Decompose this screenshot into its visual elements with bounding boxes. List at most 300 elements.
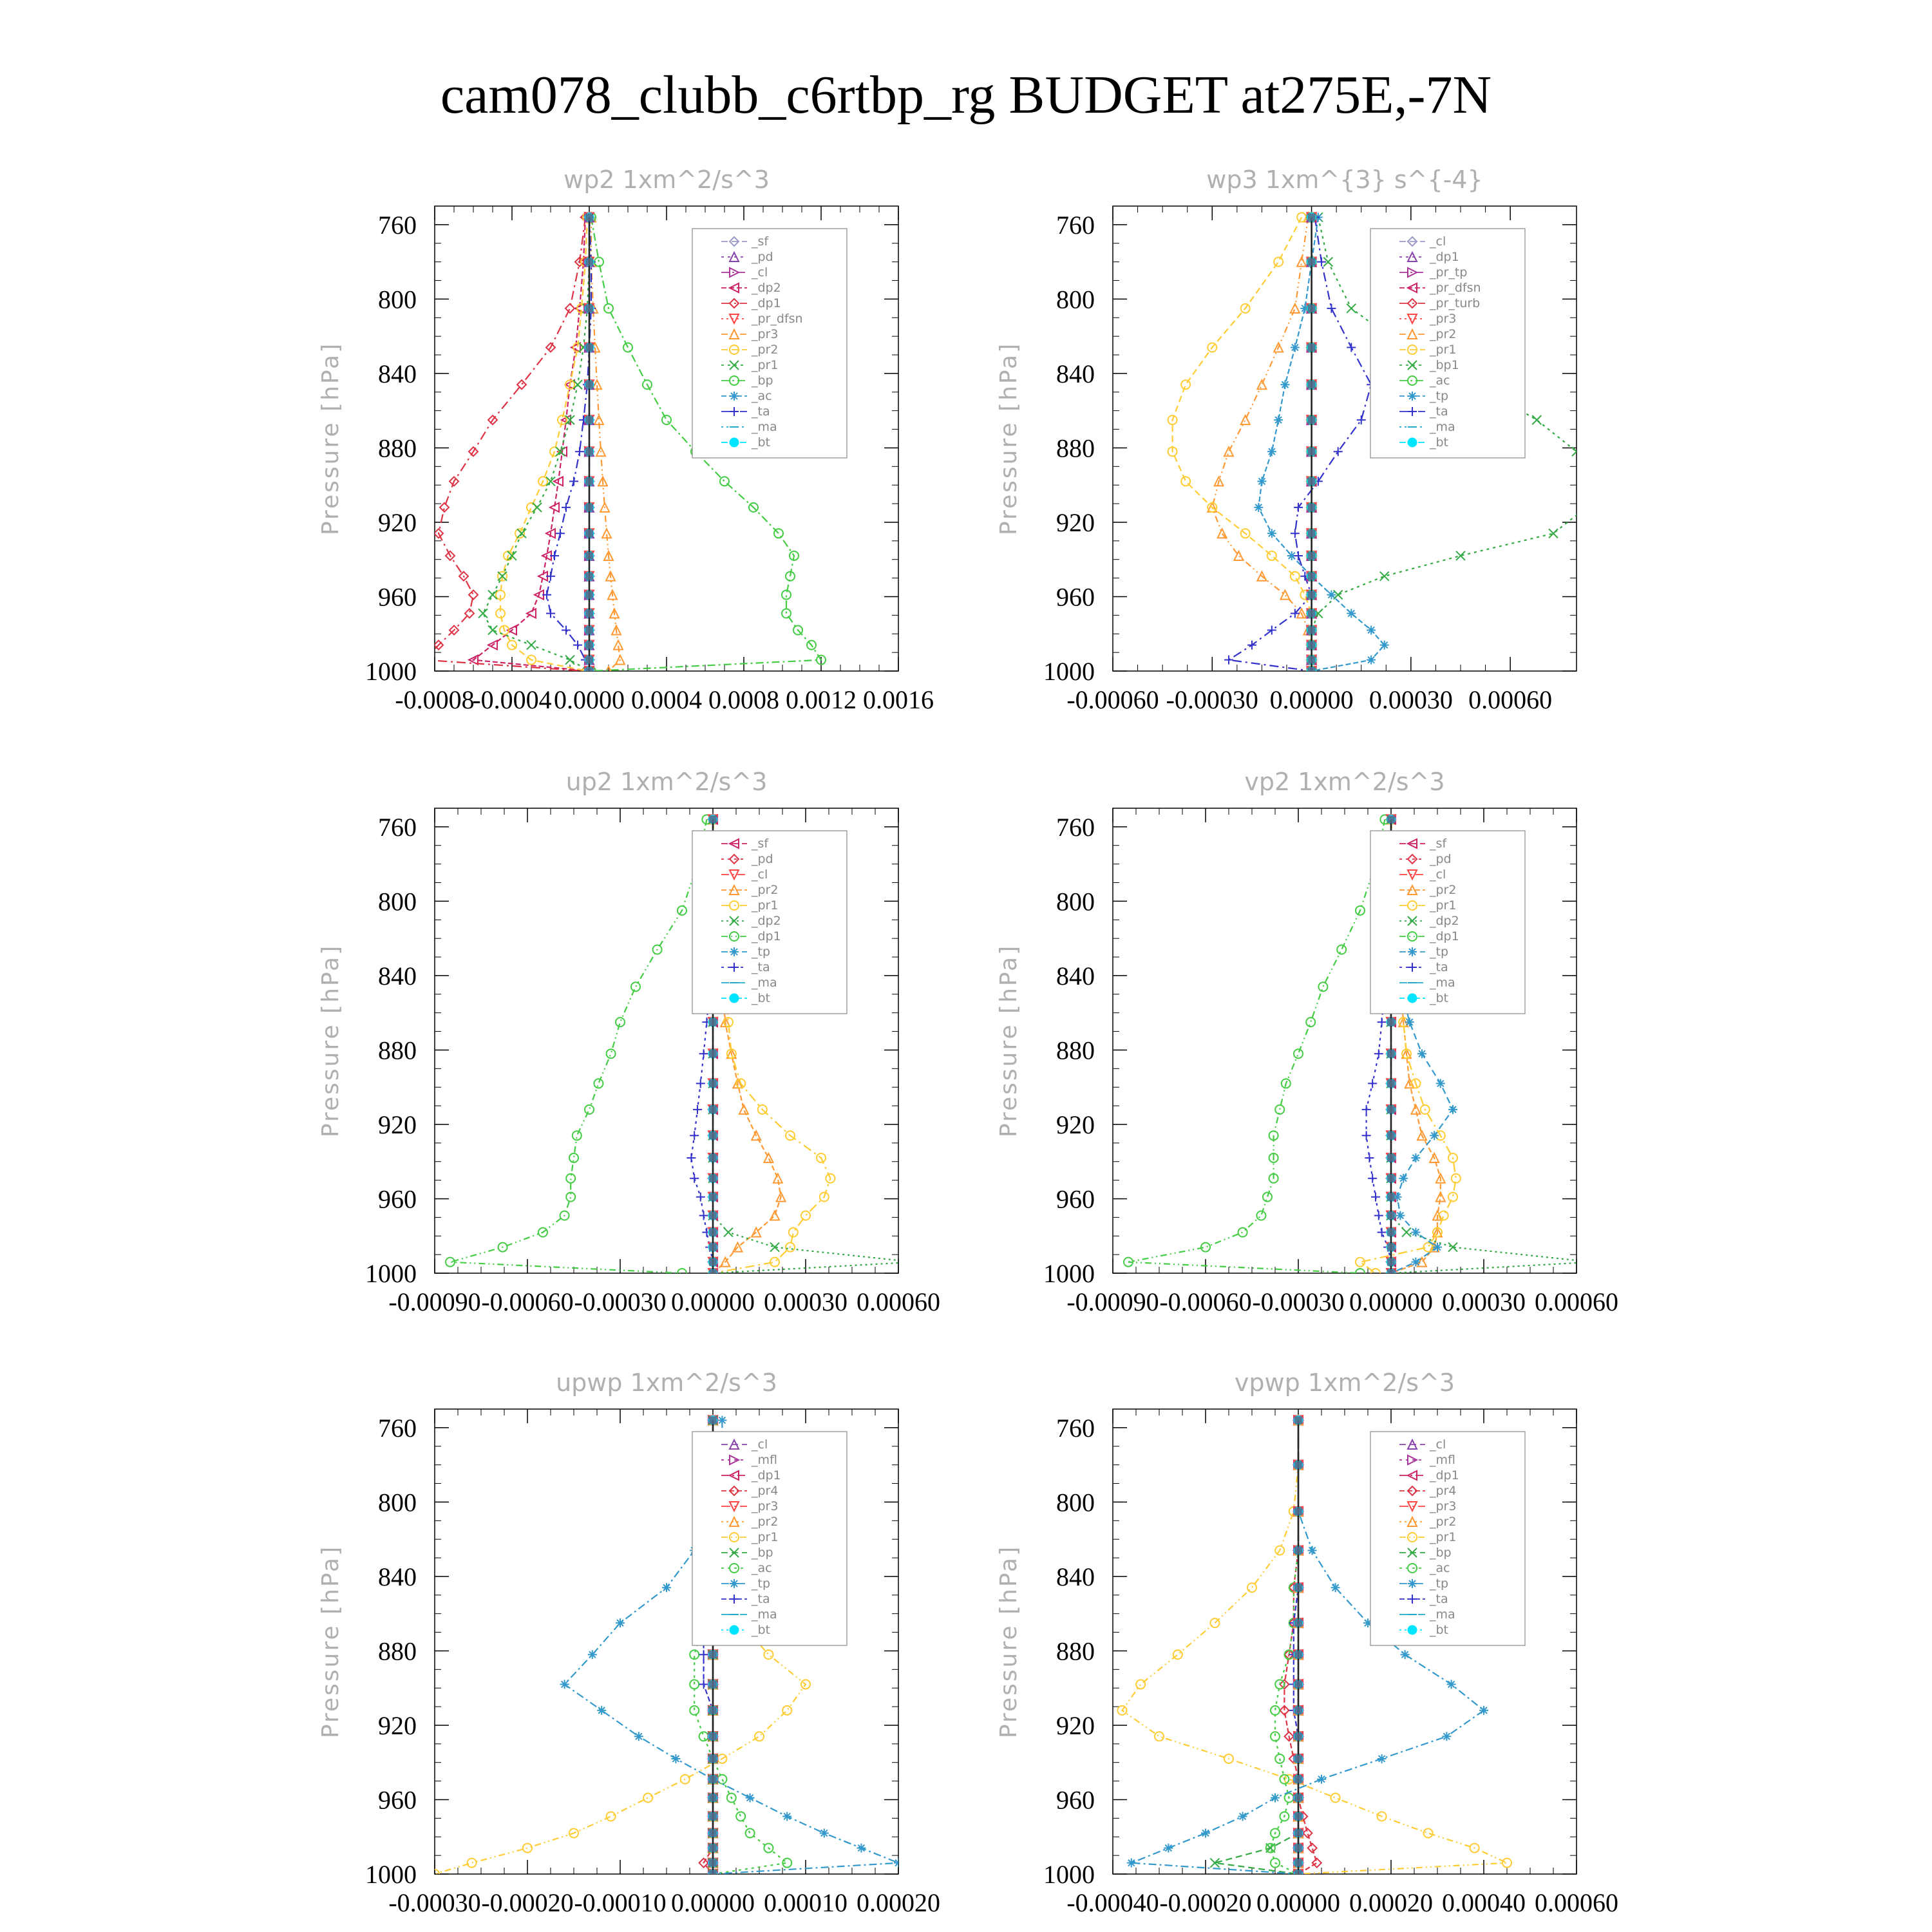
legend-entry: _pr1 — [752, 1530, 779, 1544]
data-point-tp — [1378, 1754, 1387, 1763]
stacked-zero-marker — [1294, 1546, 1302, 1554]
legend-entry: _pr2 — [1430, 327, 1457, 341]
data-point-tp — [1411, 1258, 1420, 1267]
legend-entry: _ma — [752, 1607, 777, 1622]
series-line-pr2 — [1212, 217, 1311, 671]
x-tick-label: 0.00030 — [1442, 1287, 1526, 1316]
data-point-ta — [1291, 529, 1300, 538]
data-point-ac — [690, 1680, 699, 1689]
data-point-ac — [1271, 1732, 1280, 1741]
stacked-zero-marker — [585, 573, 593, 580]
y-tick-label: 920 — [1056, 1710, 1095, 1740]
data-point-ac — [736, 1812, 745, 1821]
data-point-ta — [556, 529, 565, 538]
data-point-ta — [1368, 1079, 1377, 1088]
data-point-tp — [1411, 1153, 1420, 1162]
series-line-dp1 — [1128, 819, 1385, 1273]
x-tick-label: -0.00020 — [1159, 1888, 1252, 1917]
data-point-pr1 — [1291, 572, 1300, 581]
y-tick-label: 960 — [378, 1184, 417, 1214]
data-point-pr1 — [801, 1211, 810, 1220]
data-point-ta — [699, 1650, 708, 1659]
stacked-zero-marker — [1294, 1755, 1302, 1763]
legend-marker — [730, 947, 739, 956]
data-point-dp1 — [573, 1131, 582, 1140]
stacked-zero-marker — [1294, 1829, 1302, 1837]
legend-entry: _dp2 — [752, 281, 781, 295]
stacked-zero-marker — [709, 1269, 717, 1277]
stacked-zero-marker — [709, 1829, 717, 1837]
legend-entry: _pr2 — [752, 1515, 779, 1529]
legend-marker — [1408, 994, 1417, 1003]
stacked-zero-marker — [585, 591, 593, 599]
stacked-zero-marker — [585, 448, 593, 455]
legend-marker — [1408, 438, 1417, 447]
legend-entry: _ta — [1430, 960, 1448, 974]
data-point-tp — [1380, 641, 1389, 650]
data-point-ta — [1347, 343, 1356, 352]
stacked-zero-marker — [1294, 1680, 1302, 1688]
stacked-zero-marker — [585, 213, 593, 221]
legend-entry: _pd — [1430, 852, 1452, 866]
data-point-dp1 — [585, 1105, 594, 1114]
y-tick-label: 760 — [1056, 210, 1095, 240]
y-tick-label: 960 — [1056, 1785, 1095, 1815]
data-point-tp — [1327, 591, 1336, 600]
stacked-zero-marker — [709, 1154, 717, 1162]
data-point-bp — [774, 529, 783, 538]
stacked-zero-marker — [1387, 1079, 1395, 1087]
legend-entry: _cl — [1430, 1437, 1446, 1452]
data-point-bp1 — [1456, 551, 1465, 560]
data-point-ta — [1224, 656, 1233, 665]
legend-entry: _pr3 — [1430, 312, 1457, 326]
stacked-zero-marker — [1387, 1154, 1395, 1162]
series-line-tp — [1258, 217, 1384, 671]
data-point-tp — [662, 1583, 671, 1592]
data-point-tp — [671, 1754, 680, 1763]
y-tick-label: 840 — [378, 359, 417, 388]
stacked-zero-marker — [1294, 1812, 1302, 1820]
data-point-bp1 — [1347, 304, 1356, 313]
stacked-zero-marker — [1294, 1794, 1302, 1802]
data-point-pr1 — [1181, 380, 1190, 389]
y-tick-label: 880 — [1056, 433, 1095, 463]
legend-entry: _dp1 — [752, 929, 781, 943]
legend-entry: _ac — [752, 389, 772, 403]
data-point-pr1 — [1452, 1174, 1461, 1183]
y-tick-label: 1000 — [365, 1259, 417, 1288]
data-point-tp — [1317, 1775, 1326, 1784]
data-point-pr2 — [739, 1105, 748, 1114]
y-tick-label: 880 — [378, 1636, 417, 1666]
x-tick-label: 0.00060 — [1535, 1287, 1618, 1316]
data-point-tp — [820, 1828, 829, 1837]
y-tick-label: 760 — [1056, 812, 1095, 842]
legend-entry: _cl — [1430, 867, 1446, 882]
x-tick-label: 0.0008 — [708, 685, 779, 714]
panel-4 — [996, 768, 1618, 1316]
data-point-pr2 — [515, 529, 524, 538]
stacked-zero-marker — [1308, 381, 1316, 388]
data-point-pr1 — [523, 1844, 532, 1853]
legend-entry: _pr_dfsn — [1430, 281, 1481, 295]
series-line-ta — [1229, 217, 1371, 671]
data-point-dp1 — [1306, 1018, 1315, 1027]
x-tick-label: -0.00090 — [1066, 1287, 1159, 1316]
y-tick-label: 1000 — [365, 1860, 417, 1889]
stacked-zero-marker — [1294, 1732, 1302, 1740]
legend-entry: _ma — [752, 420, 777, 434]
stacked-zero-marker — [709, 1794, 717, 1802]
y-tick-label: 840 — [378, 961, 417, 990]
y-tick-label: 800 — [378, 887, 417, 916]
stacked-zero-marker — [585, 656, 593, 664]
legend-entry: _pr4 — [752, 1484, 779, 1498]
x-tick-label: 0.00020 — [1349, 1888, 1433, 1917]
x-tick-label: 0.00000 — [671, 1287, 755, 1316]
data-point-pr1 — [607, 1812, 616, 1821]
series-line-dp2 — [473, 217, 589, 671]
x-tick-label: -0.00030 — [1166, 685, 1258, 714]
data-point-dp2 — [909, 1258, 918, 1267]
stacked-zero-marker — [1308, 573, 1316, 580]
data-point-tp — [1347, 609, 1356, 618]
legend-entry: _dp2 — [1430, 914, 1459, 928]
panel-grid — [317, 166, 1618, 1917]
x-tick-label: 0.0000 — [554, 685, 625, 714]
legend-entry: _pr_tp — [1430, 265, 1468, 279]
data-point-ta — [569, 477, 578, 486]
stacked-zero-marker — [1294, 1859, 1302, 1867]
stacked-zero-marker — [585, 504, 593, 511]
y-axis-label: Pressure [hPa] — [317, 1544, 344, 1739]
data-point-tp — [1274, 415, 1283, 424]
legend-entry: _pr1 — [1430, 1530, 1457, 1544]
legend-entry: _pd — [752, 250, 773, 264]
legend-entry: _bp — [752, 374, 773, 388]
stacked-zero-marker — [1294, 1844, 1302, 1852]
data-point-pr1 — [1136, 1680, 1145, 1689]
stacked-zero-marker — [709, 1812, 717, 1820]
legend-entry: _ta — [1430, 1592, 1448, 1606]
stacked-zero-marker — [1294, 1870, 1302, 1878]
data-point-ta — [1371, 1193, 1380, 1202]
panel-title: vpwp 1xm^2/s^3 — [1234, 1368, 1455, 1397]
data-point-pr1 — [1424, 1828, 1433, 1837]
data-point-pr1 — [1502, 1859, 1511, 1868]
stacked-zero-marker — [709, 1106, 717, 1113]
data-point-tp — [1448, 1105, 1457, 1114]
y-tick-label: 960 — [378, 582, 417, 612]
data-point-pr4 — [1312, 1859, 1321, 1868]
x-tick-label: -0.00020 — [481, 1888, 574, 1917]
data-point-pr2 — [764, 1153, 773, 1162]
stacked-zero-marker — [1387, 1228, 1395, 1236]
y-tick-label: 1000 — [365, 657, 417, 686]
legend-entry: _bt — [1430, 991, 1449, 1005]
legend-entry: _mfl — [752, 1453, 777, 1467]
legend-entry: _ta — [752, 1592, 770, 1606]
data-point-dp1 — [607, 1049, 616, 1058]
legend-entry: _tp — [1430, 945, 1449, 959]
data-point-ta — [562, 503, 571, 512]
x-tick-label: 0.00060 — [857, 1287, 940, 1316]
data-point-pr2 — [1291, 304, 1300, 313]
y-tick-label: 760 — [378, 1413, 417, 1443]
data-point-tp — [857, 1844, 866, 1853]
data-point-dp2 — [770, 1243, 779, 1252]
stacked-zero-marker — [709, 1755, 717, 1763]
x-tick-label: 0.00060 — [1468, 685, 1553, 714]
stacked-zero-marker — [1308, 591, 1316, 599]
legend-marker — [730, 392, 739, 401]
x-tick-label: 0.00040 — [1442, 1888, 1526, 1917]
stacked-zero-marker — [709, 1680, 717, 1688]
stacked-zero-marker — [585, 552, 593, 560]
data-point-pr1 — [1247, 1583, 1256, 1592]
x-tick-label: -0.00060 — [1066, 685, 1159, 714]
data-point-tp — [588, 1650, 597, 1659]
data-point-ac — [690, 1706, 699, 1715]
data-point-tp — [1267, 529, 1276, 538]
series-line-bp — [1215, 1420, 1298, 1874]
figure-title: cam078_clubb_c6rtbp_rg BUDGET at275E,-7N — [440, 65, 1492, 125]
data-point-ac — [1271, 1706, 1280, 1715]
data-point-tp — [1201, 1828, 1210, 1837]
legend-entry: _pr2 — [752, 883, 779, 897]
x-tick-label: -0.00090 — [388, 1287, 481, 1316]
y-tick-label: 800 — [378, 1488, 417, 1517]
stacked-zero-marker — [1294, 1461, 1302, 1469]
data-point-tp — [1436, 1079, 1445, 1088]
x-tick-label: -0.00030 — [574, 1287, 667, 1316]
x-tick-label: 0.00030 — [764, 1287, 848, 1316]
data-point-pr1 — [764, 1650, 773, 1659]
legend-entry: _bt — [752, 991, 771, 1005]
data-point-ta — [1374, 1049, 1383, 1058]
data-point-tp — [746, 1794, 755, 1803]
stacked-zero-marker — [585, 305, 593, 312]
data-point-tp — [1442, 1732, 1451, 1741]
data-point-tp — [1267, 447, 1276, 456]
data-point-ta — [699, 1680, 708, 1689]
stacked-zero-marker — [1294, 1651, 1302, 1658]
legend-entry: _ta — [752, 960, 770, 974]
x-tick-label: 0.00060 — [1535, 1888, 1618, 1917]
y-tick-label: 1000 — [1043, 657, 1095, 686]
legend-entry: _ac — [752, 1561, 772, 1575]
legend-entry: _pr_dfsn — [752, 312, 803, 326]
data-point-dp1 — [1263, 1193, 1272, 1202]
data-point-pr1 — [643, 1794, 652, 1803]
y-tick-label: 1000 — [1043, 1259, 1095, 1288]
data-point-pr2 — [1257, 380, 1266, 389]
y-axis-label: Pressure [hPa] — [996, 341, 1022, 536]
panel-title: upwp 1xm^2/s^3 — [556, 1368, 777, 1397]
stacked-zero-marker — [1308, 504, 1316, 511]
stacked-zero-marker — [585, 641, 593, 649]
data-point-pr1 — [527, 641, 536, 650]
y-tick-label: 880 — [1056, 1636, 1095, 1666]
y-tick-label: 800 — [378, 285, 417, 314]
data-point-ac — [746, 1828, 755, 1837]
y-tick-label: 880 — [378, 433, 417, 463]
series-group — [446, 815, 918, 1278]
stacked-zero-marker — [1308, 641, 1316, 649]
data-point-ac — [699, 1732, 708, 1741]
data-point-dp1 — [616, 1018, 625, 1027]
data-point-tp — [1433, 1243, 1442, 1252]
data-point-tp — [1331, 1583, 1340, 1592]
stacked-zero-marker — [1308, 343, 1316, 351]
data-point-tp — [1238, 1812, 1247, 1821]
stacked-zero-marker — [709, 1651, 717, 1658]
legend-entry: _dp1 — [1430, 250, 1459, 264]
x-tick-label: -0.00010 — [574, 1888, 667, 1917]
series-line-dp1 — [450, 819, 706, 1273]
x-tick-label: 0.00000 — [1269, 685, 1354, 714]
stacked-zero-marker — [709, 1244, 717, 1251]
data-point-pr1 — [1173, 1650, 1182, 1659]
stacked-zero-marker — [709, 1416, 717, 1424]
data-point-pr2 — [1224, 447, 1233, 456]
y-tick-label: 960 — [378, 1785, 417, 1815]
data-point-ta — [693, 1105, 702, 1114]
legend-entry: _cl — [752, 867, 768, 882]
stacked-zero-marker — [585, 609, 593, 617]
series-line-pr1 — [1173, 217, 1312, 671]
series-line-pr4 — [1284, 1420, 1316, 1874]
legend-entry: _bt — [1430, 1623, 1449, 1637]
stacked-zero-marker — [1308, 448, 1316, 455]
stacked-zero-marker — [1308, 529, 1316, 537]
data-point-bp1 — [1380, 572, 1389, 581]
series-group — [1124, 815, 1596, 1278]
legend-entry: _cl — [1430, 234, 1446, 249]
data-point-tp — [1257, 477, 1266, 486]
legend-marker — [1408, 1579, 1417, 1588]
legend-entry: _pr3 — [752, 327, 779, 341]
data-point-pr1 — [755, 1732, 764, 1741]
y-tick-label: 760 — [1056, 1413, 1095, 1443]
legend-entry: _tp — [752, 945, 771, 959]
stacked-zero-marker — [1387, 1132, 1395, 1139]
x-tick-label: -0.0004 — [472, 685, 552, 714]
data-point-pr1 — [1267, 551, 1276, 560]
y-tick-label: 960 — [1056, 1184, 1095, 1214]
data-point-tp — [1367, 656, 1376, 665]
data-point-tp — [616, 1618, 625, 1627]
data-point-pr1 — [468, 1859, 477, 1868]
data-point-bp1 — [1589, 477, 1598, 486]
legend-entry: _dp1 — [1430, 929, 1459, 943]
stacked-zero-marker — [1387, 1258, 1395, 1266]
data-point-tp — [1447, 1680, 1456, 1689]
series-line-pr3 — [591, 217, 620, 671]
y-axis-label: Pressure [hPa] — [317, 341, 344, 536]
stacked-zero-marker — [1308, 477, 1316, 485]
data-point-dp1 — [440, 503, 449, 512]
stacked-zero-marker — [709, 815, 717, 823]
legend-entry: _tp — [1430, 1577, 1449, 1591]
legend-entry: _ac — [1430, 374, 1450, 388]
stacked-zero-marker — [1294, 1776, 1302, 1783]
data-point-tp — [1280, 380, 1289, 389]
data-point-tp — [597, 1706, 606, 1715]
legend-entry: _pd — [752, 852, 773, 866]
legend-entry: _pr_turb — [1430, 296, 1481, 310]
stacked-zero-marker — [1294, 1619, 1302, 1627]
legend-entry: _dp1 — [1430, 1468, 1459, 1482]
x-tick-label: 0.0012 — [786, 685, 857, 714]
data-point-tp — [560, 1680, 569, 1689]
stacked-zero-marker — [1308, 416, 1316, 424]
stacked-zero-marker — [1308, 609, 1316, 617]
panel-2 — [996, 166, 1598, 714]
stacked-zero-marker — [1387, 1106, 1395, 1113]
data-point-ta — [699, 1211, 708, 1220]
legend-entry: _cl — [752, 265, 768, 279]
legend-marker — [1408, 947, 1417, 956]
legend-entry: _ta — [1430, 404, 1448, 419]
data-point-dp1 — [421, 656, 430, 665]
data-point-tp — [1127, 1859, 1136, 1868]
stacked-zero-marker — [1308, 626, 1316, 634]
y-tick-label: 840 — [1056, 961, 1095, 990]
x-tick-label: 0.0016 — [863, 685, 934, 714]
legend-entry: _bt — [1430, 435, 1449, 450]
data-point-ta — [575, 447, 584, 456]
data-point-tp — [894, 1859, 903, 1868]
stacked-zero-marker — [585, 343, 593, 351]
data-point-ta — [1374, 1211, 1383, 1220]
data-point-ta — [696, 1193, 705, 1202]
stacked-zero-marker — [1387, 1269, 1395, 1277]
data-point-tp — [1164, 1844, 1173, 1853]
y-tick-label: 880 — [378, 1036, 417, 1065]
legend-entry: _pr2 — [1430, 1515, 1457, 1529]
stacked-zero-marker — [1308, 305, 1316, 312]
legend-marker — [1408, 1625, 1417, 1634]
y-tick-label: 920 — [378, 1110, 417, 1139]
stacked-zero-marker — [709, 1175, 717, 1182]
legend-entry: _pr1 — [752, 358, 779, 372]
data-point-pr1 — [533, 503, 542, 512]
data-point-dp1 — [1256, 1211, 1265, 1220]
data-point-dp1 — [631, 982, 640, 991]
stacked-zero-marker — [1294, 1707, 1302, 1714]
stacked-zero-marker — [585, 626, 593, 634]
legend-entry: _sf — [1430, 837, 1447, 851]
legend-entry: _pr1 — [752, 898, 779, 913]
data-point-pr2 — [1241, 415, 1250, 424]
legend-entry: _ma — [1430, 420, 1455, 434]
legend-entry: _pr1 — [1430, 343, 1457, 357]
stacked-zero-marker — [585, 667, 593, 675]
series-line-dp1 — [425, 217, 585, 671]
data-point-dp1 — [1275, 1105, 1284, 1114]
stacked-zero-marker — [1308, 552, 1316, 560]
data-point-bp1 — [1549, 529, 1558, 538]
legend-entry: _pr4 — [1430, 1484, 1457, 1498]
data-point-bp — [782, 609, 791, 618]
data-point-ta — [690, 1174, 699, 1183]
data-point-dp1 — [1318, 982, 1327, 991]
x-tick-label: -0.00030 — [388, 1888, 481, 1917]
data-point-tp — [1271, 1794, 1280, 1803]
data-point-tp — [1254, 503, 1263, 512]
